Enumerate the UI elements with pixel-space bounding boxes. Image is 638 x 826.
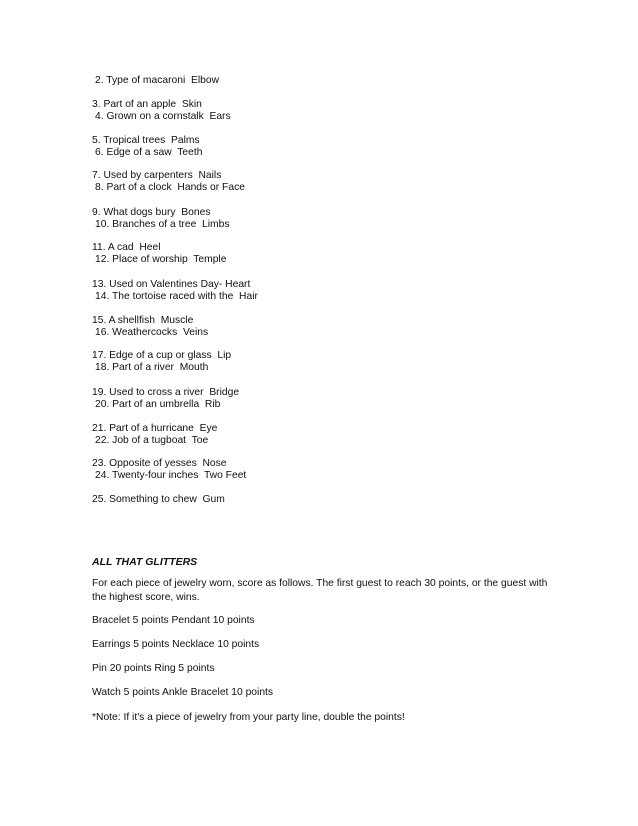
- trivia-pair: [92, 350, 612, 374]
- trivia-item: 18. Part of a river Mouth: [95, 362, 209, 373]
- score-line: Watch 5 points Ankle Bracelet 10 points: [92, 687, 274, 698]
- trivia-item-25: 25. Something to chew Gum: [92, 494, 225, 505]
- trivia-item: 24. Twenty-four inches Two Feet: [95, 470, 247, 481]
- trivia-pair: [92, 458, 612, 482]
- trivia-item: 15. A shellfish Muscle: [92, 315, 194, 326]
- trivia-pair: [92, 423, 612, 447]
- trivia-item: 3. Part of an apple Skin: [92, 99, 202, 110]
- trivia-item: 4. Grown on a cornstalk Ears: [95, 111, 231, 122]
- glitters-note: *Note: If it's a piece of jewelry from your party line, double the points!: [92, 712, 405, 723]
- trivia-pair: [92, 242, 612, 266]
- trivia-item: 10. Branches of a tree Limbs: [95, 219, 230, 230]
- trivia-item: 22. Job of a tugboat Toe: [95, 435, 209, 446]
- trivia-pair: [92, 387, 612, 411]
- score-line: Earrings 5 points Necklace 10 points: [92, 639, 260, 650]
- trivia-pair: [92, 207, 612, 231]
- trivia-item: 19. Used to cross a river Bridge: [92, 387, 240, 398]
- trivia-item: 8. Part of a clock Hands or Face: [95, 182, 245, 193]
- trivia-pair: [92, 279, 612, 303]
- trivia-item: 23. Opposite of yesses Nose: [92, 458, 227, 469]
- glitters-intro: For each piece of jewelry worn, score as follows. The first guest to reach 30 points, or the guest with the highest score, wins.: [92, 578, 548, 603]
- trivia-item: 7. Used by carpenters Nails: [92, 170, 222, 181]
- trivia-item: 13. Used on Valentines Day- Heart: [92, 279, 251, 290]
- trivia-pair: [92, 99, 612, 123]
- score-line: Bracelet 5 points Pendant 10 points: [92, 615, 255, 626]
- trivia-item: 17. Edge of a cup or glass Lip: [92, 350, 232, 361]
- trivia-pair: [92, 315, 612, 339]
- score-line: Pin 20 points Ring 5 points: [92, 663, 215, 674]
- trivia-item: 6. Edge of a saw Teeth: [95, 147, 203, 158]
- trivia-pair: [92, 135, 612, 159]
- trivia-item-2: 2. Type of macaroni Elbow: [95, 75, 220, 86]
- trivia-item: 16. Weathercocks Veins: [95, 327, 209, 338]
- trivia-item: 14. The tortoise raced with the Hair: [95, 291, 258, 302]
- trivia-item: 12. Place of worship Temple: [95, 254, 227, 265]
- trivia-item: 11. A cad Heel: [92, 242, 161, 253]
- trivia-item: 5. Tropical trees Palms: [92, 135, 200, 146]
- trivia-item: 20. Part of an umbrella Rib: [95, 399, 221, 410]
- section-heading: ALL THAT GLITTERS: [92, 556, 198, 568]
- trivia-pair: [92, 170, 612, 194]
- trivia-item: 21. Part of a hurricane Eye: [92, 423, 218, 434]
- trivia-item: 9. What dogs bury Bones: [92, 207, 211, 218]
